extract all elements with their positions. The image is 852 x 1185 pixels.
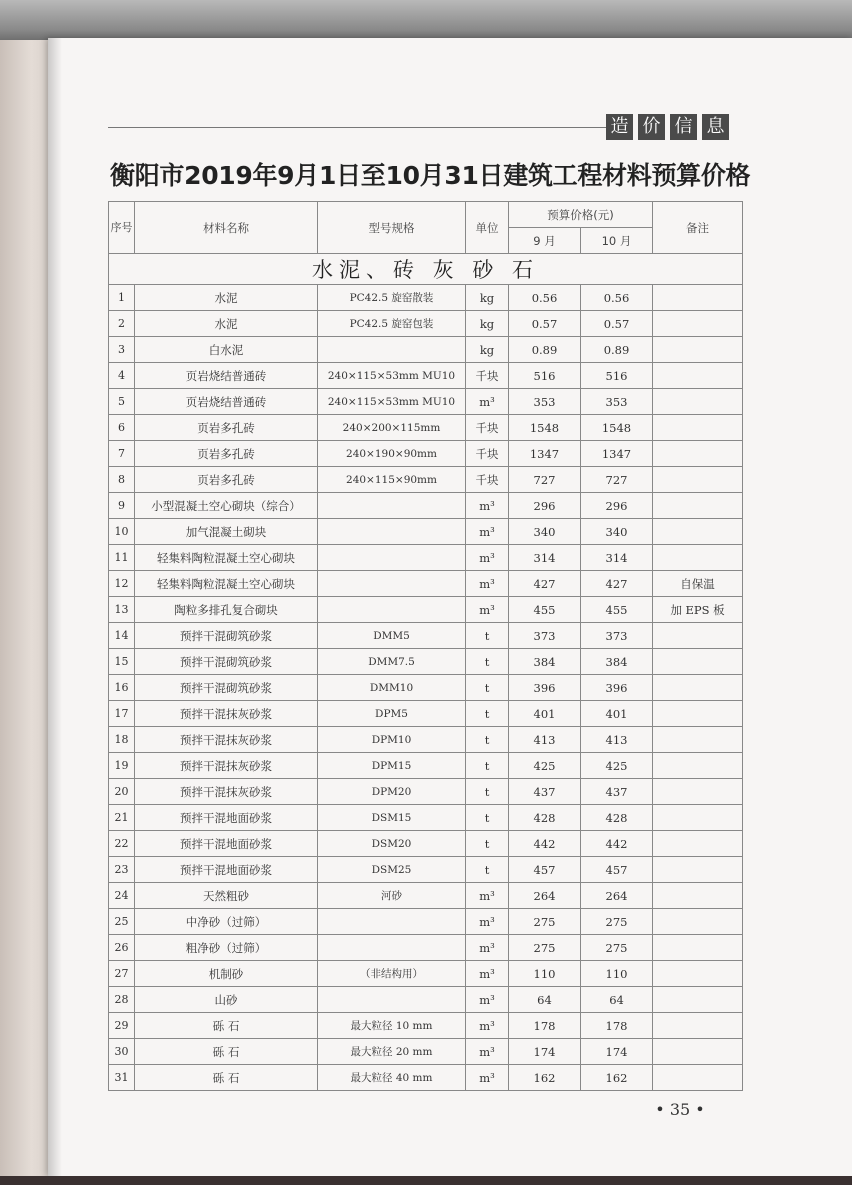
cell-september: 275: [509, 909, 581, 935]
cell-spec: DMM10: [318, 675, 466, 701]
section-tag-char: 造: [606, 114, 633, 140]
cell-spec: 河砂: [318, 883, 466, 909]
table-row: [109, 961, 743, 987]
cell-remark: [653, 337, 743, 363]
cell-name: 水泥: [135, 311, 318, 337]
cell-spec: 最大粒径 40 mm: [318, 1065, 466, 1091]
cell-seq: 8: [109, 467, 135, 493]
cell-september: 178: [509, 1013, 581, 1039]
table-row: [109, 1013, 743, 1039]
cell-remark: 自保温: [653, 571, 743, 597]
cell-name: 砾 石: [135, 1013, 318, 1039]
cell-remark: [653, 545, 743, 571]
cell-seq: 14: [109, 623, 135, 649]
cell-september: 314: [509, 545, 581, 571]
cell-seq: 30: [109, 1039, 135, 1065]
cell-october: 264: [581, 883, 653, 909]
cell-seq: 25: [109, 909, 135, 935]
cell-spec: DMM7.5: [318, 649, 466, 675]
cell-remark: [653, 727, 743, 753]
cell-name: 页岩烧结普通砖: [135, 363, 318, 389]
table-row: [109, 805, 743, 831]
cell-spec: [318, 935, 466, 961]
cell-september: 373: [509, 623, 581, 649]
cell-seq: 23: [109, 857, 135, 883]
cell-name: 粗净砂（过筛）: [135, 935, 318, 961]
cell-spec: DPM20: [318, 779, 466, 805]
cell-remark: [653, 1039, 743, 1065]
cell-october: 1548: [581, 415, 653, 441]
category-row: [109, 254, 743, 285]
table-row: [109, 727, 743, 753]
cell-seq: 7: [109, 441, 135, 467]
cell-unit: t: [466, 701, 509, 727]
cell-september: 428: [509, 805, 581, 831]
cell-october: 0.89: [581, 337, 653, 363]
cell-seq: 12: [109, 571, 135, 597]
page-title: 衡阳市2019年9月1日至10月31日建筑工程材料预算价格: [110, 161, 751, 190]
cell-remark: [653, 909, 743, 935]
cell-september: 174: [509, 1039, 581, 1065]
cell-remark: [653, 311, 743, 337]
cell-spec: DPM15: [318, 753, 466, 779]
cell-seq: 16: [109, 675, 135, 701]
cell-seq: 29: [109, 1013, 135, 1039]
cell-name: 山砂: [135, 987, 318, 1013]
cell-spec: 240×115×90mm: [318, 467, 466, 493]
cell-spec: [318, 987, 466, 1013]
table-row: [109, 831, 743, 857]
price-table: [108, 201, 743, 1091]
previous-page-edge: [0, 40, 52, 1185]
cell-october: 174: [581, 1039, 653, 1065]
cell-spec: [318, 493, 466, 519]
cell-october: 384: [581, 649, 653, 675]
cell-remark: [653, 805, 743, 831]
table-row: [109, 857, 743, 883]
cell-remark: [653, 857, 743, 883]
table-row: [109, 493, 743, 519]
table-row: [109, 441, 743, 467]
table-row: [109, 519, 743, 545]
section-tag-char: 价: [638, 114, 665, 140]
cell-september: 296: [509, 493, 581, 519]
cell-seq: 26: [109, 935, 135, 961]
cell-name: 页岩烧结普通砖: [135, 389, 318, 415]
cell-name: 机制砂: [135, 961, 318, 987]
table-row: [109, 1065, 743, 1091]
cell-unit: t: [466, 831, 509, 857]
header-seq: 序号: [109, 202, 135, 254]
cell-unit: m³: [466, 935, 509, 961]
cell-unit: t: [466, 753, 509, 779]
cell-unit: m³: [466, 545, 509, 571]
cell-seq: 1: [109, 285, 135, 311]
cell-unit: m³: [466, 571, 509, 597]
cell-september: 353: [509, 389, 581, 415]
header-september: 9 月: [509, 228, 581, 254]
cell-spec: [318, 545, 466, 571]
cell-september: 455: [509, 597, 581, 623]
cell-seq: 3: [109, 337, 135, 363]
cell-name: 轻集料陶粒混凝土空心砌块: [135, 571, 318, 597]
table-row: [109, 467, 743, 493]
cell-september: 1548: [509, 415, 581, 441]
cell-october: 64: [581, 987, 653, 1013]
table-row: [109, 415, 743, 441]
cell-name: 白水泥: [135, 337, 318, 363]
table-row: [109, 675, 743, 701]
cell-remark: [653, 1065, 743, 1091]
cell-october: 727: [581, 467, 653, 493]
cell-october: 396: [581, 675, 653, 701]
cell-seq: 24: [109, 883, 135, 909]
cell-name: 中净砂（过筛）: [135, 909, 318, 935]
cell-september: 516: [509, 363, 581, 389]
cell-unit: 千块: [466, 467, 509, 493]
cell-seq: 9: [109, 493, 135, 519]
cell-september: 1347: [509, 441, 581, 467]
cell-october: 1347: [581, 441, 653, 467]
cell-seq: 4: [109, 363, 135, 389]
header-october: 10 月: [581, 228, 653, 254]
cell-october: 275: [581, 935, 653, 961]
table-row: [109, 649, 743, 675]
cell-october: 401: [581, 701, 653, 727]
cell-remark: [653, 363, 743, 389]
cell-name: 预拌干混地面砂浆: [135, 805, 318, 831]
cell-name: 预拌干混抹灰砂浆: [135, 727, 318, 753]
cell-seq: 21: [109, 805, 135, 831]
cell-name: 砾 石: [135, 1039, 318, 1065]
cell-spec: DPM10: [318, 727, 466, 753]
cell-spec: [318, 519, 466, 545]
cell-unit: m³: [466, 1065, 509, 1091]
cell-remark: [653, 753, 743, 779]
cell-seq: 6: [109, 415, 135, 441]
cell-october: 162: [581, 1065, 653, 1091]
cell-remark: [653, 285, 743, 311]
cell-remark: [653, 1013, 743, 1039]
header-spec: 型号规格: [318, 202, 466, 254]
cell-october: 455: [581, 597, 653, 623]
cell-september: 264: [509, 883, 581, 909]
cell-unit: 千块: [466, 363, 509, 389]
cell-remark: [653, 441, 743, 467]
cell-seq: 19: [109, 753, 135, 779]
cell-unit: t: [466, 727, 509, 753]
cell-october: 428: [581, 805, 653, 831]
cell-september: 727: [509, 467, 581, 493]
cell-unit: m³: [466, 389, 509, 415]
cell-name: 加气混凝土砌块: [135, 519, 318, 545]
cell-name: 轻集料陶粒混凝土空心砌块: [135, 545, 318, 571]
cell-unit: kg: [466, 285, 509, 311]
cell-seq: 2: [109, 311, 135, 337]
table-row: [109, 285, 743, 311]
cell-remark: 加 EPS 板: [653, 597, 743, 623]
cell-remark: [653, 675, 743, 701]
cell-remark: [653, 467, 743, 493]
cell-spec: DMM5: [318, 623, 466, 649]
cell-spec: 240×115×53mm MU10: [318, 389, 466, 415]
table-row: [109, 701, 743, 727]
cell-name: 预拌干混抹灰砂浆: [135, 701, 318, 727]
cell-name: 页岩多孔砖: [135, 441, 318, 467]
cell-remark: [653, 623, 743, 649]
table-row: [109, 571, 743, 597]
cell-spec: DSM15: [318, 805, 466, 831]
header-unit: 单位: [466, 202, 509, 254]
cell-seq: 10: [109, 519, 135, 545]
cell-remark: [653, 519, 743, 545]
cell-unit: t: [466, 779, 509, 805]
cell-spec: PC42.5 旋窑包装: [318, 311, 466, 337]
cell-september: 162: [509, 1065, 581, 1091]
header-name: 材料名称: [135, 202, 318, 254]
cell-october: 457: [581, 857, 653, 883]
cell-name: 预拌干混砌筑砂浆: [135, 649, 318, 675]
cell-unit: t: [466, 623, 509, 649]
cell-remark: [653, 389, 743, 415]
table-row: [109, 1039, 743, 1065]
cell-september: 413: [509, 727, 581, 753]
page-number: • 35 •: [655, 1100, 705, 1119]
cell-remark: [653, 883, 743, 909]
cell-remark: [653, 415, 743, 441]
cell-unit: m³: [466, 987, 509, 1013]
cell-september: 401: [509, 701, 581, 727]
table-row: [109, 545, 743, 571]
cell-spec: DSM25: [318, 857, 466, 883]
cell-seq: 27: [109, 961, 135, 987]
table-row: [109, 337, 743, 363]
cell-october: 353: [581, 389, 653, 415]
cell-unit: 千块: [466, 415, 509, 441]
cell-spec: DPM5: [318, 701, 466, 727]
cell-name: 预拌干混抹灰砂浆: [135, 779, 318, 805]
cell-september: 0.56: [509, 285, 581, 311]
cell-seq: 17: [109, 701, 135, 727]
cell-october: 413: [581, 727, 653, 753]
cell-october: 110: [581, 961, 653, 987]
cell-spec: [318, 597, 466, 623]
table-row: [109, 389, 743, 415]
table-row: [109, 779, 743, 805]
cell-remark: [653, 649, 743, 675]
cell-september: 442: [509, 831, 581, 857]
cell-september: 64: [509, 987, 581, 1013]
header-price-group: 预算价格(元): [509, 202, 653, 228]
page-gutter-shadow: [48, 38, 62, 1176]
cell-name: 砾 石: [135, 1065, 318, 1091]
cell-unit: t: [466, 675, 509, 701]
cell-september: 457: [509, 857, 581, 883]
cell-name: 小型混凝土空心砌块（综合）: [135, 493, 318, 519]
section-tag-char: 信: [670, 114, 697, 140]
header-rule: [108, 127, 606, 128]
cell-unit: m³: [466, 597, 509, 623]
cell-october: 178: [581, 1013, 653, 1039]
table-row: [109, 909, 743, 935]
cell-name: 预拌干混地面砂浆: [135, 857, 318, 883]
cell-name: 天然粗砂: [135, 883, 318, 909]
cell-october: 516: [581, 363, 653, 389]
header-remark: 备注: [653, 202, 743, 254]
cell-seq: 22: [109, 831, 135, 857]
cell-september: 340: [509, 519, 581, 545]
category-label: 水泥、砖 灰 砂 石: [109, 254, 743, 285]
cell-seq: 18: [109, 727, 135, 753]
cell-october: 340: [581, 519, 653, 545]
cell-september: 427: [509, 571, 581, 597]
cell-remark: [653, 935, 743, 961]
cell-spec: DSM20: [318, 831, 466, 857]
cell-name: 预拌干混砌筑砂浆: [135, 623, 318, 649]
cell-september: 275: [509, 935, 581, 961]
cell-unit: m³: [466, 1013, 509, 1039]
cell-unit: m³: [466, 883, 509, 909]
cell-spec: 最大粒径 20 mm: [318, 1039, 466, 1065]
cell-spec: [318, 909, 466, 935]
cell-spec: [318, 571, 466, 597]
table-row: [109, 597, 743, 623]
table-row: [109, 311, 743, 337]
table-header: [109, 202, 743, 254]
cell-name: 页岩多孔砖: [135, 467, 318, 493]
section-tag-char: 息: [702, 114, 729, 140]
cell-unit: t: [466, 857, 509, 883]
cell-name: 预拌干混抹灰砂浆: [135, 753, 318, 779]
cell-seq: 28: [109, 987, 135, 1013]
cell-unit: t: [466, 805, 509, 831]
cell-unit: m³: [466, 1039, 509, 1065]
cell-october: 373: [581, 623, 653, 649]
cell-unit: kg: [466, 311, 509, 337]
table-row: [109, 935, 743, 961]
cell-september: 0.89: [509, 337, 581, 363]
cell-october: 425: [581, 753, 653, 779]
cell-name: 页岩多孔砖: [135, 415, 318, 441]
cell-name: 预拌干混砌筑砂浆: [135, 675, 318, 701]
cell-october: 437: [581, 779, 653, 805]
table-row: [109, 363, 743, 389]
section-tag: [606, 114, 729, 140]
cell-october: 275: [581, 909, 653, 935]
cell-unit: t: [466, 649, 509, 675]
table-row: [109, 753, 743, 779]
cell-october: 442: [581, 831, 653, 857]
cell-spec: [318, 337, 466, 363]
cell-september: 425: [509, 753, 581, 779]
cell-seq: 15: [109, 649, 135, 675]
cell-october: 314: [581, 545, 653, 571]
table-row: [109, 987, 743, 1013]
cell-remark: [653, 701, 743, 727]
cell-october: 296: [581, 493, 653, 519]
cell-name: 陶粒多排孔复合砌块: [135, 597, 318, 623]
cell-remark: [653, 493, 743, 519]
cell-unit: m³: [466, 909, 509, 935]
cell-spec: 240×115×53mm MU10: [318, 363, 466, 389]
cell-october: 0.56: [581, 285, 653, 311]
table-row: [109, 883, 743, 909]
cell-spec: 240×200×115mm: [318, 415, 466, 441]
cell-spec: 最大粒径 10 mm: [318, 1013, 466, 1039]
cell-remark: [653, 987, 743, 1013]
cell-seq: 13: [109, 597, 135, 623]
cell-unit: m³: [466, 493, 509, 519]
cell-spec: PC42.5 旋窑散装: [318, 285, 466, 311]
cell-october: 427: [581, 571, 653, 597]
cell-seq: 31: [109, 1065, 135, 1091]
cell-unit: m³: [466, 961, 509, 987]
cell-remark: [653, 831, 743, 857]
cell-spec: （非结构用）: [318, 961, 466, 987]
cell-september: 437: [509, 779, 581, 805]
cell-seq: 5: [109, 389, 135, 415]
table-row: [109, 623, 743, 649]
table-body: [109, 254, 743, 1091]
scan-background-top: [0, 0, 852, 42]
cell-seq: 11: [109, 545, 135, 571]
scan-background-bottom: [0, 1176, 852, 1185]
cell-september: 110: [509, 961, 581, 987]
cell-spec: 240×190×90mm: [318, 441, 466, 467]
cell-unit: kg: [466, 337, 509, 363]
cell-seq: 20: [109, 779, 135, 805]
cell-september: 0.57: [509, 311, 581, 337]
cell-september: 384: [509, 649, 581, 675]
cell-name: 水泥: [135, 285, 318, 311]
cell-unit: m³: [466, 519, 509, 545]
cell-unit: 千块: [466, 441, 509, 467]
cell-remark: [653, 961, 743, 987]
cell-remark: [653, 779, 743, 805]
cell-name: 预拌干混地面砂浆: [135, 831, 318, 857]
cell-october: 0.57: [581, 311, 653, 337]
cell-september: 396: [509, 675, 581, 701]
